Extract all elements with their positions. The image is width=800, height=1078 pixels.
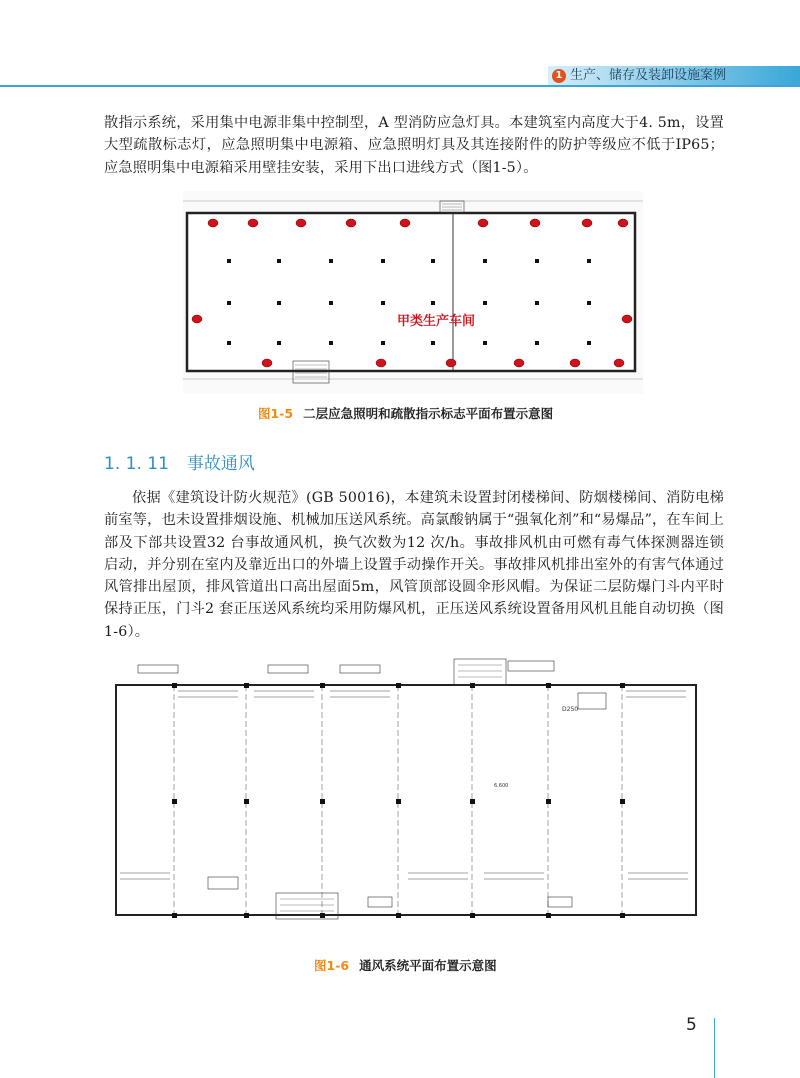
header-rule [0,85,800,87]
figure-emergency-lighting-plan [183,191,643,394]
paragraph-accident-ventilation: 依据《建筑设计防火规范》(GB 50016)，本建筑未设置封闭楼梯间、防烟楼梯间、消防电梯前室等，也未设置排烟设施、机械加压送风系统。高氯酸钠属于“强氧化剂”和“易爆品”，在车间上部及下部共设置32 台事故通风机，换气次数为12 次/h。事故排风机由可燃有毒气体探测器连锁启动，并分别在室内及靠近出口的外墙上设置手动操作开关。事故排风机排出室外的有害气体通过风管排出屋顶，排风管道出口高出屋面5m，风管顶部设圆伞形风帽。为保证二层防爆门斗内平时保持正压，门斗2 套正压送风系统均采用防爆风机，正压送风系统设置备用风机且能自动切换（图1-6）。 [104,490,724,640]
paragraph-emergency-lighting: 散指示系统，采用集中电源非集中控制型，A 型消防应急灯具。本建筑室内高度大于4. 5m，设置大型疏散标志灯，应急照明集中电源箱、应急照明灯具及其连接附件的防护等级应不低于IP65；应急照明集中电源箱采用壁挂安装，采用下出口进线方式（图1-5）。 [104,115,724,176]
caption-text: 通风系统平面布置示意图 [359,958,497,973]
page-number: 5 [686,1015,697,1035]
page-number-rule [714,1018,715,1078]
elevation-label: 6.600 [494,783,509,789]
section-title: 事故通风 [186,454,255,474]
figure-1-5-caption [258,406,553,422]
duct-label: D250 [562,706,579,713]
caption-text: 二层应急照明和疏散指示标志平面布置示意图 [303,406,554,421]
caption-number: 图1-5 [258,406,294,421]
figure-ventilation-plan [108,647,703,945]
workshop-label: 甲类生产车间 [397,314,476,329]
running-header-title: 生产、储存及装卸设施案例 [570,68,727,83]
caption-number: 图1-6 [314,958,350,973]
section-heading [104,452,255,476]
section-number: 1. 1. 11 [104,454,169,474]
chapter-badge: 1 [552,69,566,83]
figure-1-6-caption [314,958,497,974]
